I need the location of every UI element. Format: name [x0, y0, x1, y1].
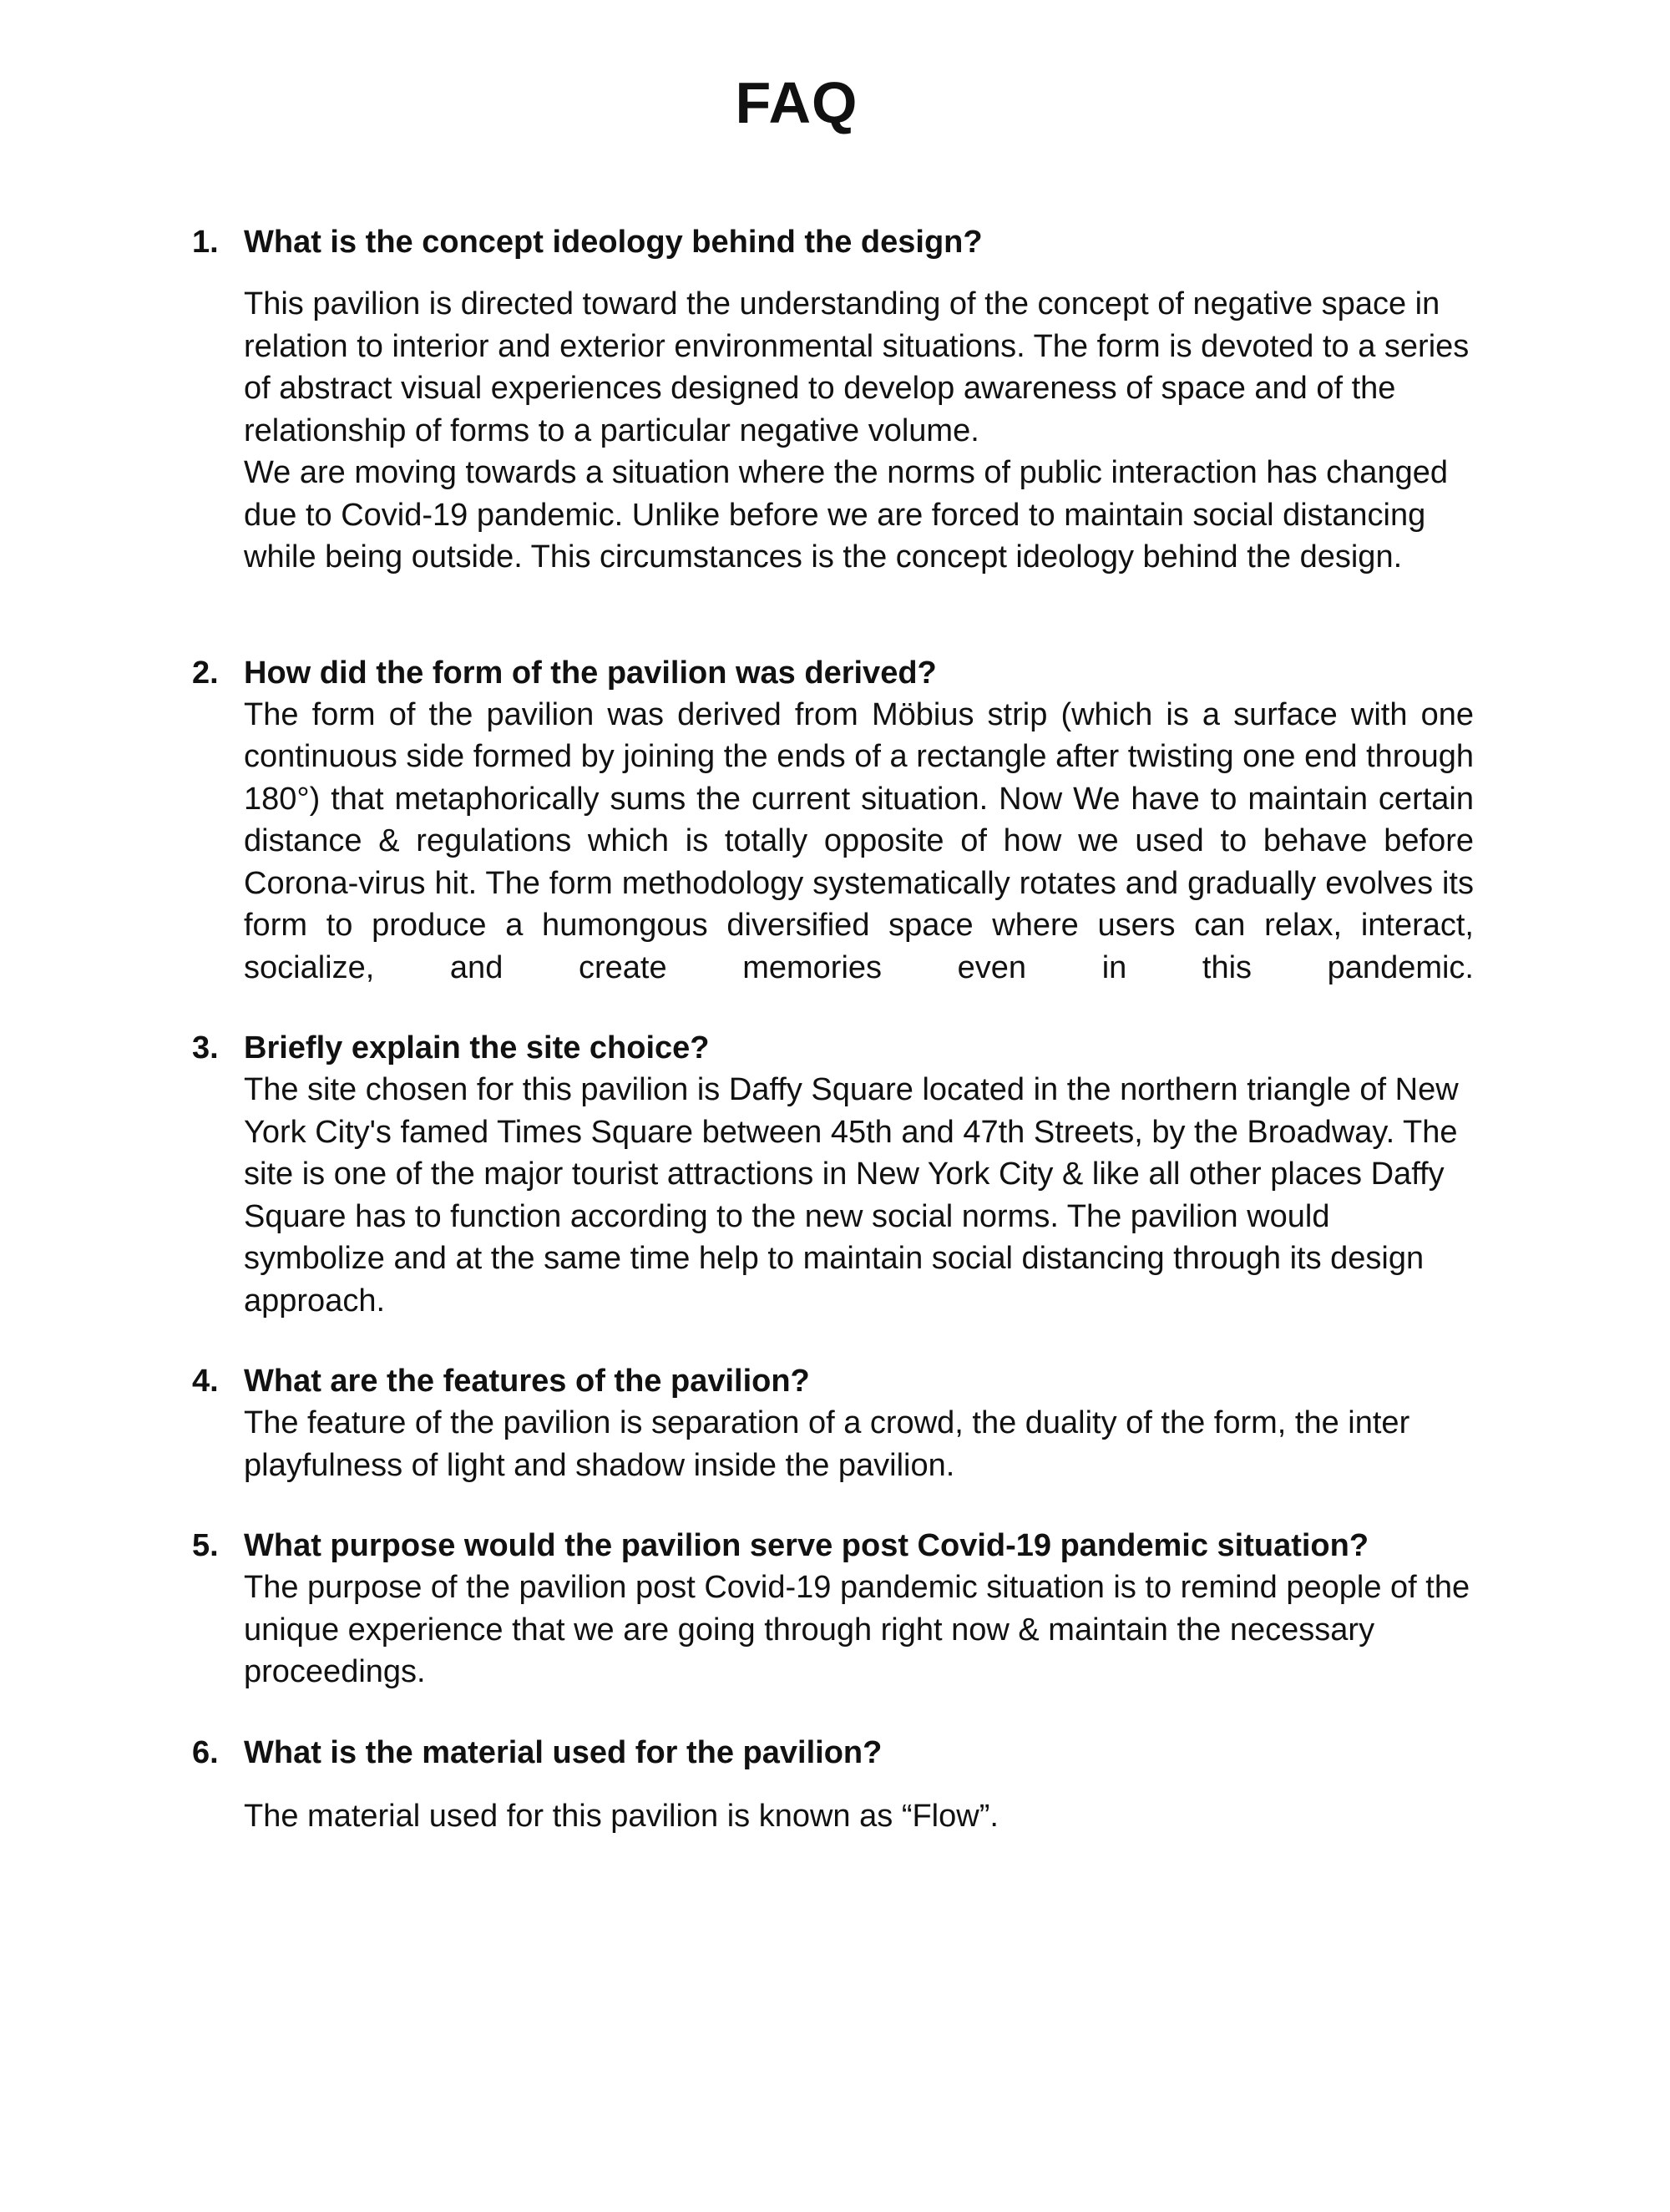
faq-number: 2. [192, 655, 219, 691]
faq-item-2 [192, 652, 1474, 990]
faq-list [192, 221, 1474, 1837]
faq-question: What is the concept ideology behind the design? [244, 225, 983, 260]
faq-item-3 [192, 1027, 1474, 1322]
faq-question: Briefly explain the site choice? [244, 1030, 710, 1066]
faq-answer: The site chosen for this pavilion is Daffy Square located in the northern triangle of New York City's famed Times Square between 45th and 47th Streets, by the Broadway. The site is one of the major tourist attractions in New York City & like all other places Daffy Square has to function according to the new social norms. The pavilion would symbolize and at the same time help to maintain social distancing through its design approach. [244, 1072, 1459, 1319]
faq-question: What is the material used for the pavilion? [244, 1734, 883, 1770]
page-title: FAQ [735, 70, 858, 135]
faq-question: How did the form of the pavilion was derived? [244, 655, 937, 691]
faq-number: 5. [192, 1528, 219, 1563]
faq-item-5 [192, 1525, 1474, 1693]
faq-answer-paragraph: We are moving towards a situation where the norms of public interaction has changed due to Covid-19 pandemic. Unlike before we are forced to maintain social distancing while being outside. This circumstances is the concept ideology behind the design. [244, 455, 1448, 575]
faq-answer: The material used for this pavilion is known as “Flow”. [244, 1798, 999, 1834]
faq-answer: The feature of the pavilion is separation of a crowd, the duality of the form, the inter playfulness of light and shadow inside the pavilion. [244, 1405, 1410, 1483]
faq-item-1 [192, 221, 1474, 579]
faq-question: What purpose would the pavilion serve post Covid-19 pandemic situation? [244, 1528, 1369, 1563]
faq-question: What are the features of the pavilion? [244, 1364, 810, 1399]
faq-number: 3. [192, 1030, 219, 1066]
faq-answer-paragraph: This pavilion is directed toward the understanding of the concept of negative space in relation to interior and exterior environmental situations. The form is devoted to a series of abstract visual experiences designed to develop awareness of space and of the relationship of forms to a particular negative volume. [244, 286, 1470, 448]
faq-answer: The purpose of the pavilion post Covid-19 pandemic situation is to remind people of the unique experience that we are going through right now & maintain the necessary proceedings. [244, 1570, 1470, 1689]
faq-number: 6. [192, 1734, 219, 1770]
faq-number: 1. [192, 225, 219, 260]
faq-answer: The form of the pavilion was derived from Möbius strip (which is a surface with one continuous side formed by joining the ends of a rectangle after twisting one end through 180°) that metaphorically sums the current situation. Now We have to maintain certain distance & regulations which is totally opposite of how we used to behave before Corona-virus hit. The form methodology systematically rotates and gradually evolves its form to produce a humongous diversified space where users can relax, interact, socialize, and create memories even in this pandemic. [244, 696, 1474, 985]
faq-number: 4. [192, 1364, 219, 1399]
faq-item-4 [192, 1360, 1474, 1486]
faq-item-6 [192, 1732, 1474, 1838]
faq-answer [244, 283, 1474, 579]
